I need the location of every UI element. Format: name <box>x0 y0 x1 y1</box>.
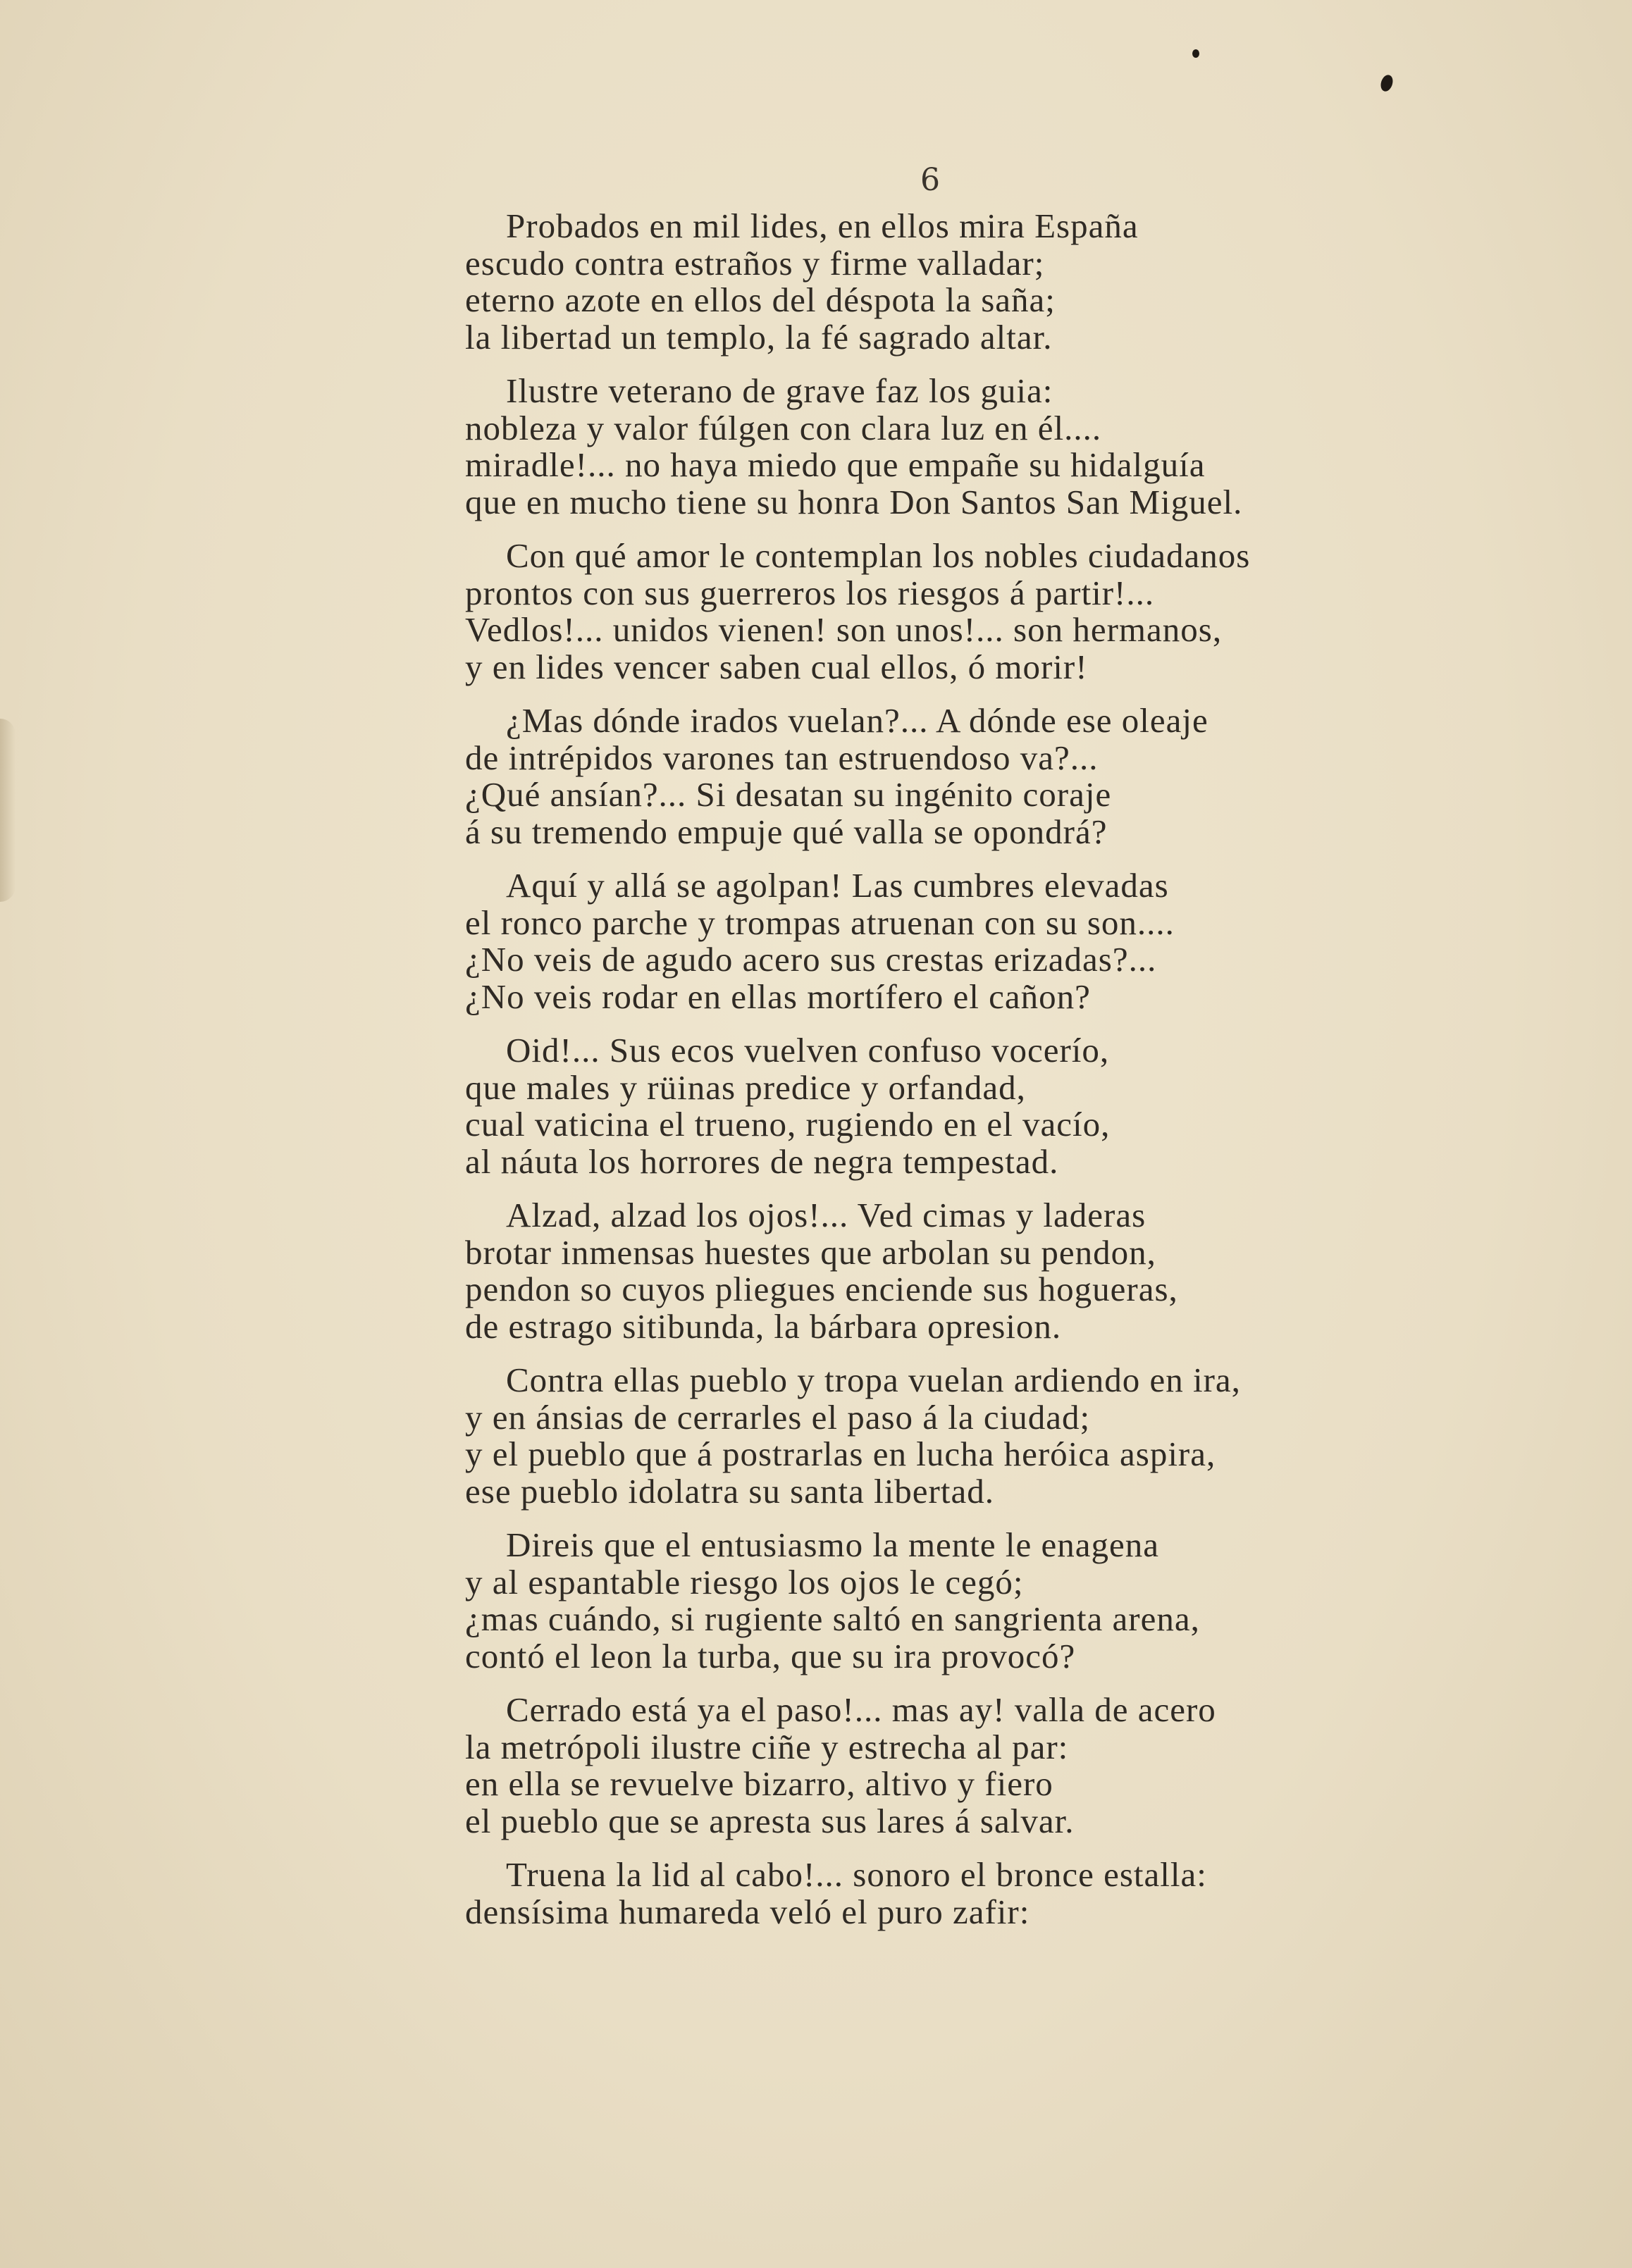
verse-line: Contra ellas pueblo y tropa vuelan ardiendo en ira, <box>506 1361 1241 1399</box>
verse-line: densísima humareda veló el puro zafir: <box>465 1892 1030 1931</box>
verse-line: escudo contra estraños y firme valladar; <box>465 243 1045 283</box>
stanza <box>465 867 1353 1015</box>
verse-line: Aquí y allá se agolpan! Las cumbres elevadas <box>506 866 1169 905</box>
verse-line: ese pueblo idolatra su santa libertad. <box>465 1471 994 1511</box>
verse-line: en ella se revuelve bizarro, altivo y fiero <box>465 1764 1053 1803</box>
verse-line: nobleza y valor fúlgen con clara luz en él.... <box>465 408 1102 447</box>
verse-line: Probados en mil lides, en ellos mira España <box>506 206 1139 245</box>
stanza <box>465 1692 1353 1840</box>
stanza <box>465 1362 1353 1510</box>
stanza <box>465 373 1353 521</box>
verse-line: Con qué amor le contemplan los nobles ciudadanos <box>506 536 1251 575</box>
stanza <box>465 1527 1353 1675</box>
verse-line: pendon so cuyos pliegues enciende sus hogueras, <box>465 1270 1178 1308</box>
verse-line: Truena la lid al cabo!... sonoro el bronce estalla: <box>506 1855 1207 1894</box>
verse-line: ¿No veis rodar en ellas mortífero el cañon? <box>465 977 1091 1016</box>
verse-line: Alzad, alzad los ojos!... Ved cimas y laderas <box>506 1196 1146 1234</box>
verse-line: y en lides vencer saben cual ellos, ó morir! <box>465 647 1088 686</box>
verse-line: Direis que el entusiasmo la mente le enagena <box>506 1525 1160 1564</box>
verse-line: Ilustre veterano de grave faz los guia: <box>506 371 1053 410</box>
verse-line: ¿No veis de agudo acero sus crestas erizadas?... <box>465 940 1157 979</box>
verse-line: á su tremendo empuje qué valla se opondrá? <box>465 812 1108 851</box>
verse-line: y el pueblo que á postrarlas en lucha heróica aspira, <box>465 1434 1216 1473</box>
page-number: 6 <box>920 162 940 198</box>
verse-line: ¿mas cuándo, si rugiente saltó en sangrienta arena, <box>465 1599 1200 1638</box>
verse-line: el pueblo que se apresta sus lares á salvar. <box>465 1801 1075 1840</box>
stanza <box>465 538 1353 686</box>
verse-line: ¿Qué ansían?... Si desatan su ingénito coraje <box>465 775 1112 814</box>
verse-line: que males y rüinas predice y orfandad, <box>465 1067 1026 1107</box>
verse-line: y al espantable riesgo los ojos le cegó; <box>465 1562 1024 1601</box>
stanza <box>465 208 1353 356</box>
verse-line: brotar inmensas huestes que arbolan su pendon, <box>465 1232 1156 1272</box>
verse-line: de estrago sitibunda, la bárbara opresion. <box>465 1306 1062 1346</box>
verse-line: Cerrado está ya el paso!... mas ay! valla de acero <box>506 1690 1216 1729</box>
verse-line: y en ánsias de cerrarles el paso á la ciudad; <box>465 1397 1091 1437</box>
ink-speck <box>1379 73 1395 93</box>
verse-line: el ronco parche y trompas atruenan con su son.... <box>465 903 1175 942</box>
stanza <box>465 1857 1353 1931</box>
verse-line: ¿Mas dónde irados vuelan?... A dónde ese oleaje <box>506 701 1208 740</box>
verse-line: Oid!... Sus ecos vuelven confuso vocerío, <box>506 1031 1110 1070</box>
stanza <box>465 702 1353 850</box>
stanza <box>465 1197 1353 1345</box>
stanza <box>465 1032 1353 1180</box>
verse-line: miradle!... no haya miedo que empañe su hidalguía <box>465 445 1206 484</box>
verse-line: Vedlos!... unidos vienen! son unos!... son hermanos, <box>465 610 1223 649</box>
poem-body <box>465 208 1353 1947</box>
verse-line: prontos con sus guerreros los riesgos á partir!... <box>465 573 1155 612</box>
verse-line: al náuta los horrores de negra tempestad. <box>465 1141 1059 1181</box>
verse-line: contó el leon la turba, que su ira provocó? <box>465 1636 1076 1675</box>
verse-line: de intrépidos varones tan estruendoso va?... <box>465 738 1099 777</box>
verse-line: cual vaticina el trueno, rugiendo en el vacío, <box>465 1105 1111 1144</box>
page-fold-shadow <box>0 719 16 902</box>
ink-speck <box>1192 49 1199 58</box>
verse-line: la libertad un templo, la fé sagrado altar. <box>465 317 1053 357</box>
verse-line: la metrópoli ilustre ciñe y estrecha al par: <box>465 1727 1069 1766</box>
verse-line: eterno azote en ellos del déspota la saña; <box>465 280 1056 319</box>
verse-line: que en mucho tiene su honra Don Santos San Miguel. <box>465 482 1243 521</box>
